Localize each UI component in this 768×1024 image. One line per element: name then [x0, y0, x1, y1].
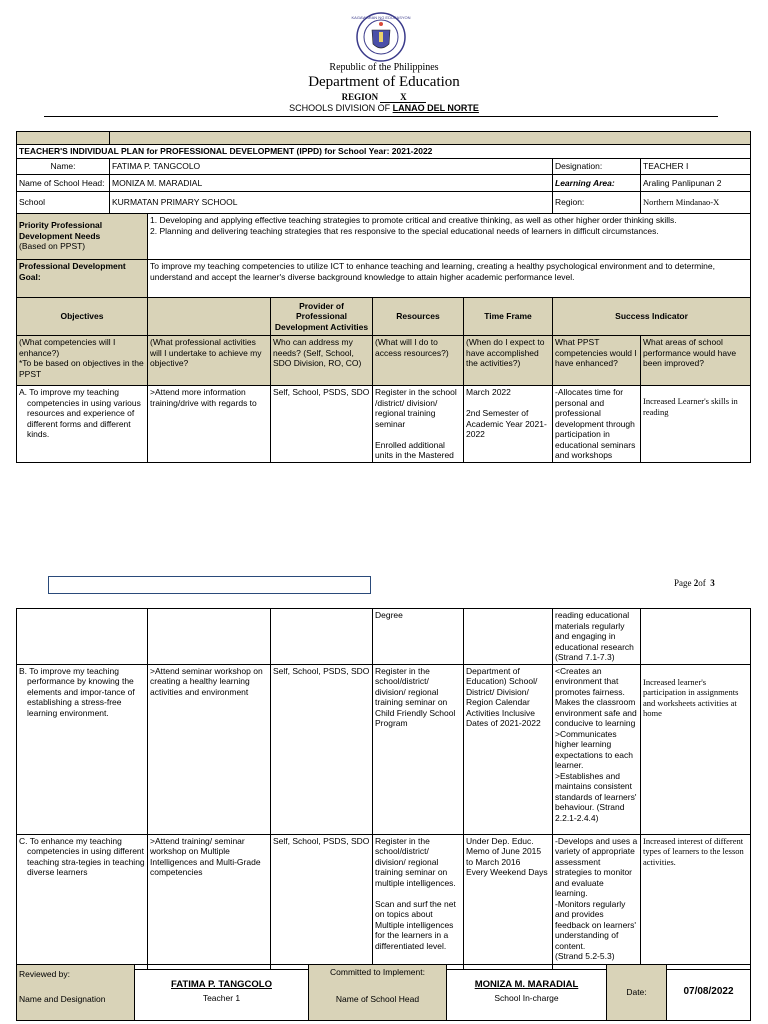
priority-needs-value: [148, 214, 751, 260]
priority-needs-label: [17, 214, 148, 260]
head-signature-cell: [447, 965, 607, 1021]
committed-label: Committed to Implement:: [330, 967, 425, 977]
row-b-school: Increased learner's participation in assignments and worksheets activities at home: [641, 664, 751, 834]
row-a-objective: A. To improve my teaching competencies in using various resources and experience of different forms and different kinds.: [17, 386, 148, 463]
page-total: 3: [710, 578, 715, 588]
cont-resources: Degree: [373, 609, 464, 665]
school-label: School: [17, 192, 110, 214]
cont-activity: [148, 609, 271, 665]
row-b-resources: Register in the school/district/ division/ regional training seminar on Child Friendly School Program: [373, 664, 464, 834]
q-provider: Who can address my needs? (Self, School, SDO Division, RO, CO): [271, 336, 373, 386]
cont-school: [641, 609, 751, 665]
reviewed-by-label: Reviewed by:: [19, 969, 71, 979]
region-line: [16, 92, 752, 103]
name-label: Name:: [17, 159, 110, 175]
ippd-table-page2: [16, 608, 751, 970]
division-name: LANAO DEL NORTE: [392, 103, 479, 113]
name-designation-label: Name and Designation: [19, 993, 106, 1004]
head-label: Name of School Head: [335, 993, 420, 1004]
row-c-objective: C. To enhance my teaching competencies in using different teaching stra-tegies in teaching diverse learners: [17, 834, 148, 969]
priority-label-text: Priority Professional Development Needs: [19, 220, 103, 241]
svg-text:KAGAWARAN NG EDUKASYON: KAGAWARAN NG EDUKASYON: [351, 15, 411, 20]
q-time: (When do I expect to have accomplished the activities?): [464, 336, 553, 386]
q-objectives: (What competencies will I enhance?) *To be based on objectives in the PPST: [17, 336, 148, 386]
school-value: KURMATAN PRIMARY SCHOOL: [110, 192, 553, 214]
department-heading: Department of Education: [308, 74, 460, 90]
header-rule: [44, 116, 718, 117]
priority-item: 1. Developing and applying effective teaching strategies to promote critical and creative thinking, as well as other higher order thinking skills.: [150, 215, 677, 225]
col-success: Success Indicator: [553, 298, 751, 336]
col-activities-blank: [148, 298, 271, 336]
q-activities: (What professional activities will I undertake to achieve my objective?: [148, 336, 271, 386]
row-a-activity: >Attend more information training/drive with regards to: [148, 386, 271, 463]
row-a-ppst: -Allocates time for personal and professional development through participation in educational seminars and workshops: [553, 386, 641, 463]
q-resources: (What will I do to access resources?): [373, 336, 464, 386]
col-time-frame: Time Frame: [464, 298, 553, 336]
footer-text-box: [48, 576, 371, 594]
cont-objective: [17, 609, 148, 665]
teacher-title: Teacher 1: [202, 992, 241, 1003]
date-label: Date:: [607, 965, 667, 1021]
q-ppst: What PPST competencies would I have enhanced?: [553, 336, 641, 386]
head-name: MONIZA M. MARADIAL: [474, 979, 579, 990]
col-provider: Provider of Professional Development Activities: [271, 298, 373, 336]
region-label: REGION: [341, 92, 379, 102]
row-c-time: Under Dep. Educ. Memo of June 2015 to March 2016 Every Weekend Days: [464, 834, 553, 969]
page-current: 2: [693, 578, 699, 588]
row-a-school: Increased Learner's skills in reading: [641, 386, 751, 463]
page-word: Page: [674, 578, 692, 588]
row-b-provider: Self, School, PSDS, SDO: [271, 664, 373, 834]
teacher-name: FATIMA P. TANGCOLO: [171, 979, 272, 990]
date-value: 07/08/2022: [667, 965, 751, 1021]
row-b-activity: >Attend seminar workshop on creating a healthy learning activities and environment: [148, 664, 271, 834]
row-a-time: [464, 386, 553, 463]
name-value: FATIMA P. TANGCOLO: [110, 159, 553, 175]
cont-provider: [271, 609, 373, 665]
row-b-ppst: <Creates an environment that promotes fairness. Makes the classroom environment safe and conducive to learning >Communicates higher learning expectations to each learner. >Establishes and maintains consistent standards of learners' behaviour. (Strand 2.2.1-2.4.4): [553, 664, 641, 834]
top-tan-cell-b: [110, 132, 751, 145]
priority-sub-text: (Based on PPST): [19, 241, 86, 251]
region-value: X: [380, 92, 426, 103]
of-word: of: [698, 578, 706, 588]
top-tan-cell-a: [17, 132, 110, 145]
designation-value: TEACHER I: [641, 159, 751, 175]
deped-seal-logo: [351, 12, 411, 62]
col-resources: Resources: [373, 298, 464, 336]
school-head-label: Name of School Head:: [17, 175, 110, 192]
region-field-label: Region:: [553, 192, 641, 214]
cont-ppst: reading educational materials regularly and engaging in educational research (Strand 7.1-7.3): [553, 609, 641, 665]
row-a-resources: Register in the school /district/ division/ regional training seminar Enrolled additional units in the Mastered: [373, 386, 464, 463]
republic-heading: Republic of the Philippines: [329, 62, 439, 73]
plan-title: TEACHER'S INDIVIDUAL PLAN for PROFESSIONAL DEVELOPMENT (IPPD) for School Year: 2021-2022: [17, 145, 751, 159]
row-c-resources: Register in the school/district/ division/ regional training seminar on multiple intelligences. Scan and surf the net on topics about Multiple intelligences for the learners in a differentiated level.: [373, 834, 464, 969]
priority-item: 2. Planning and delivering teaching strategies that res responsive to the special educational needs of learners in difficult circumstances.: [150, 225, 659, 236]
row-a-provider: Self, School, PSDS, SDO: [271, 386, 373, 463]
committed-cell: [309, 965, 447, 1021]
region-field-value: Northern Mindanao-X: [641, 192, 751, 214]
ippd-table-page1: [16, 131, 751, 463]
row-c-activity: >Attend training/ seminar workshop on Multiple Intelligences and Multi-Grade competencies: [148, 834, 271, 969]
head-title: School In-charge: [494, 992, 559, 1003]
col-objectives: Objectives: [17, 298, 148, 336]
row-c-ppst: -Develops and uses a variety of appropriate assessment strategies to monitor and evaluate learning. -Monitors regularly and provides feedback on learners' understanding of content. (Strand 5.2-5.3): [553, 834, 641, 969]
q-school: What areas of school performance would have been improved?: [641, 336, 751, 386]
goal-label: Professional Development Goal:: [17, 260, 148, 298]
row-b-objective: B. To improve my teaching performance by knowing the elements and impor-tance of establishing a stress-free learning environment.: [17, 664, 148, 834]
row-a-time-text: March 2022 2nd Semester of Academic Year 2021-2022: [466, 387, 547, 439]
teacher-signature-cell: [135, 965, 309, 1021]
row-c-provider: Self, School, PSDS, SDO: [271, 834, 373, 969]
designation-label: Designation:: [553, 159, 641, 175]
learning-area-label: Learning Area:: [553, 175, 641, 192]
page-number: [674, 578, 715, 588]
school-head-value: MONIZA M. MARADIAL: [110, 175, 553, 192]
learning-area-value: Araling Panlipunan 2: [641, 175, 751, 192]
cont-time: [464, 609, 553, 665]
row-c-school: Increased interest of different types of learners to the lesson activities.: [641, 834, 751, 969]
division-prefix: SCHOOLS DIVISION OF: [289, 103, 393, 113]
row-b-time: Department of Education) School/ District/ Division/ Region Calendar Activities Inclusive Dates of 2021-2022: [464, 664, 553, 834]
goal-value: To improve my teaching competencies to utilize ICT to enhance teaching and learning, creating a healthy psychological environment and to determine, understand and accept the learner's diverse background knowledge to attain higher academic performance level.: [148, 260, 751, 298]
signature-table: [16, 964, 751, 1021]
reviewed-by-cell: [17, 965, 135, 1021]
division-line: [16, 103, 752, 113]
